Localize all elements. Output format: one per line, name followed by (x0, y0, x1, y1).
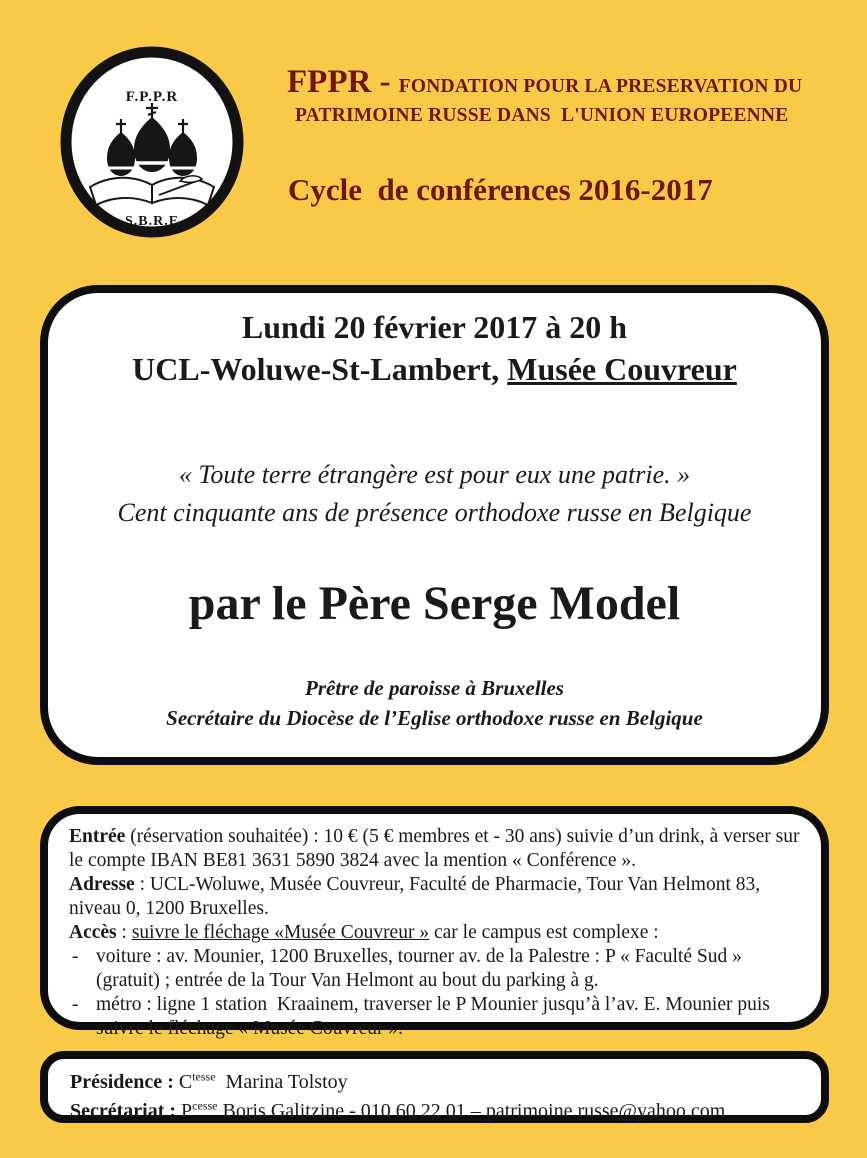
secretariat-superscript: cesse (192, 1098, 218, 1113)
acces-label: Accès (69, 922, 117, 943)
presidence-initial: C (178, 1071, 193, 1093)
secretariat-text: Boris Galitzine - 010 60 22 01 – (217, 1100, 486, 1122)
logo-graphic (58, 45, 246, 241)
email-text: patrimoine.russe@yahoo.com (485, 1100, 726, 1122)
bullet-voiture (69, 945, 801, 993)
bullet-voiture-text: voiture : av. Mounier, 1200 Bruxelles, tourner av. de la Palestre : P « Faculté Sud » (gratuit) ; entrée de la Tour Van Helmont au bout du parking à g. (96, 946, 747, 991)
speaker-role-1: Prêtre de paroisse à Bruxelles (305, 675, 564, 700)
event-quote-block (48, 456, 821, 531)
presidence-superscript: tesse (192, 1069, 216, 1084)
bullet-metro (69, 993, 801, 1041)
secretariat-line (70, 1097, 799, 1126)
org-title-line1 (287, 64, 847, 102)
presidence-label: Présidence : (70, 1071, 174, 1093)
speaker-line: par le Père Serge Model (188, 576, 681, 630)
entree-text: (réservation souhaitée) : 10 € (5 € membres et - 30 ans) suivie d’un drink, à verser sur le compte IBAN BE81 3631 5890 3824 avec la mention « Conférence ». (69, 826, 805, 871)
adresse-paragraph (69, 873, 801, 921)
acces-paragraph (69, 921, 801, 945)
entree-paragraph (69, 825, 805, 873)
org-name-line1: FONDATION POUR LA PRESERVATION DU (398, 76, 803, 97)
acces-underlined: suivre le fléchage «Musée Couvreur » (131, 922, 430, 943)
event-subtitle: Cent cinquante ans de présence orthodoxe russe en Belgique (117, 497, 752, 527)
speaker-role-2: Secrétaire du Diocèse de l’Eglise orthodoxe russe en Belgique (166, 706, 703, 730)
org-name-line2: PATRIMOINE RUSSE DANS L'UNION EUROPEENNE (295, 104, 789, 126)
org-title (287, 64, 847, 127)
event-datetime: Lundi 20 février 2017 à 20 h (241, 309, 628, 345)
entree-label: Entrée (69, 826, 126, 847)
event-title (48, 307, 821, 390)
event-location-prefix: UCL-Woluwe-St-Lambert, (132, 350, 508, 387)
org-abbr: FPPR - (287, 64, 399, 100)
bullet-dash: - (72, 994, 79, 1015)
adresse-text: : UCL-Woluwe, Musée Couvreur, Faculté de Pharmacie, Tour Van Helmont 83, niveau 0, 1200 Bruxelles. (69, 874, 765, 919)
contact-card (40, 1051, 829, 1123)
logo-bottom-text: S.B.R.E (124, 214, 180, 229)
secretariat-label: Secrétariat : (70, 1100, 177, 1122)
adresse-label: Adresse (69, 874, 135, 895)
cycle-title: Cycle de conférences 2016-2017 (288, 172, 713, 207)
presidence-name: Marina Tolstoy (215, 1071, 348, 1093)
fppr-logo (58, 45, 246, 241)
presidence-line (70, 1068, 799, 1097)
acces-colon: : (116, 922, 132, 943)
bullet-metro-text: métro : ligne 1 station Kraainem, traverser le P Mounier jusqu’à l’av. E. Mounier puis suivre le fléchage « Musée Couvreur ». (96, 994, 775, 1039)
acces-rest: car le campus est complexe : (429, 922, 659, 943)
secretariat-initial: P (181, 1100, 193, 1122)
event-location (48, 349, 821, 391)
event-venue-underlined: Musée Couvreur (507, 350, 737, 387)
bullet-dash: - (72, 946, 79, 967)
event-card (40, 285, 829, 765)
logo-top-text: F.P.P.R (125, 89, 179, 105)
event-quote: « Toute terre étrangère est pour eux une patrie. » (178, 460, 691, 490)
speaker-roles (48, 673, 821, 734)
info-card (40, 806, 829, 1039)
